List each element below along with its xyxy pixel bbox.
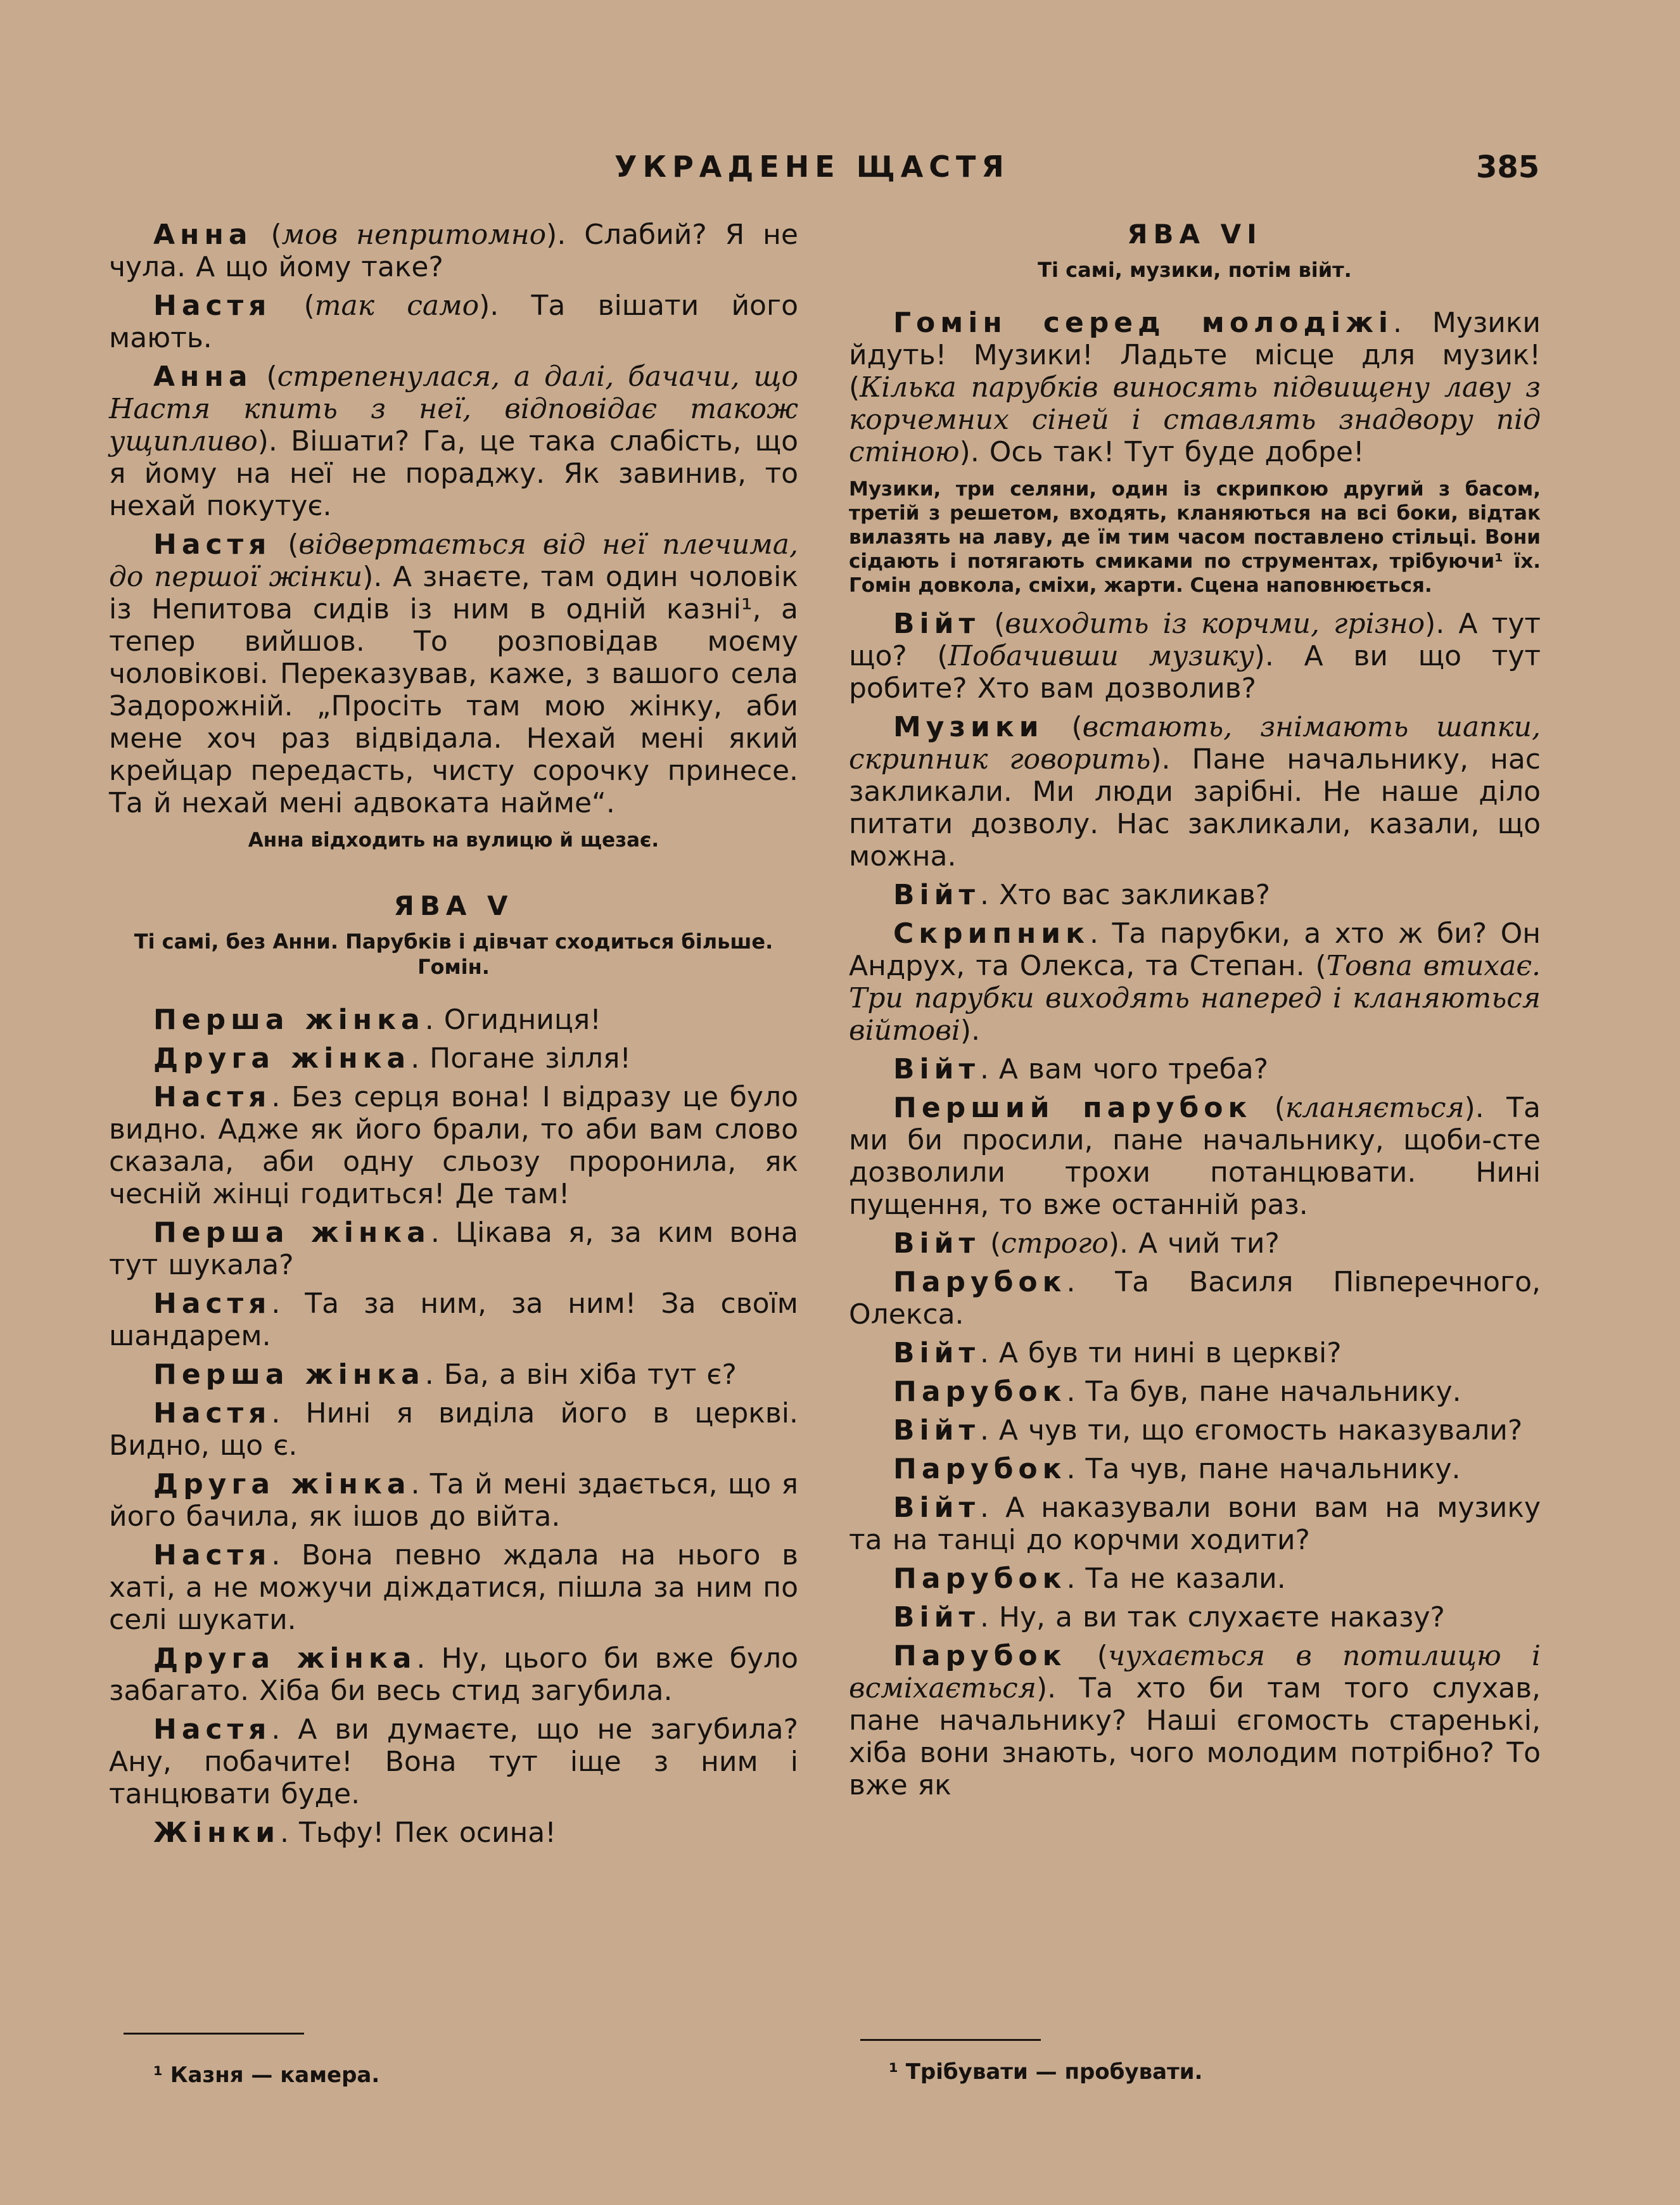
speaker-name: Перший парубок xyxy=(893,1092,1252,1124)
dialogue-text: . Без серця вона! І відразу це було видно. Адже як його брали, то аби вам слово сказала, аби одну сльозу проронила, як чесній жінці годиться! Де там! xyxy=(109,1081,798,1210)
dialogue-text: . Та ми би просили, пане начальнику, щоби-сте дозволили трохи потанцювати. Нині пущення, то вже останній раз. xyxy=(849,1092,1541,1221)
dialogue-text: . Ось так! Тут буде добре! xyxy=(970,436,1365,468)
dialogue-line xyxy=(849,1266,1541,1331)
dialogue-line xyxy=(109,1539,798,1636)
right-column xyxy=(849,219,1541,1808)
dialogue-text: . Вішати? Га, це така слабість, що я йому на неї не пораджу. Як завинив, то нехай покутує. xyxy=(109,425,798,522)
speaker-name: Настя xyxy=(153,1081,272,1113)
dialogue-text: . Та й мені здається, що я його бачила, як ішов до війта. xyxy=(109,1468,798,1533)
dialogue-line xyxy=(109,1042,798,1075)
stage-note: Анна відходить на вулицю й щезає. xyxy=(248,829,659,852)
stage-direction: Кілька парубків виносять підвищену лаву з корчемних сіней і ставлять знадвору під стіною xyxy=(849,371,1541,468)
stage-direction: строго xyxy=(1001,1227,1109,1260)
left-column xyxy=(109,219,798,1855)
running-header xyxy=(0,150,1680,194)
speaker-name: Друга жінка xyxy=(153,1468,411,1500)
dialogue-line xyxy=(849,1414,1541,1447)
stage-direction: так само xyxy=(314,290,480,322)
speaker-name: Парубок xyxy=(893,1266,1067,1298)
dialogue-text: . Цікава я, за ким вона тут шукала? xyxy=(109,1217,798,1281)
dialogue-text: . Ба, а він хіба тут є? xyxy=(424,1358,737,1391)
speaker-name: Настя xyxy=(153,1397,272,1429)
dialogue-text: . Вона певно ждала на нього в хаті, а не можучи діждатися, пішла за ним по селі шукати. xyxy=(109,1539,798,1636)
dialogue-text: . А чий ти? xyxy=(1119,1227,1280,1260)
speaker-name: Гомін серед молодіжі xyxy=(893,307,1393,339)
dialogue-line xyxy=(849,1453,1541,1485)
dialogue-text: . Пане начальнику, нас закликали. Ми люди зарібні. Не наше діло питати дозволу. Нас закликали, казали, що можна. xyxy=(849,743,1541,872)
speaker-name: Настя xyxy=(153,1539,272,1571)
stage-direction: встають, знімають шапки, скрипник говорить xyxy=(849,711,1541,776)
dialogue-text: . Нині я виділа його в церкві. Видно, що є. xyxy=(109,1397,798,1462)
dialogue-line xyxy=(109,1642,798,1707)
dialogue-text: . Огидниця! xyxy=(424,1004,601,1036)
stage-direction: Товпа втихає. Три парубки виходять наперед і кланяються війтові xyxy=(849,950,1541,1047)
page-number: 385 xyxy=(1476,150,1540,185)
speaker-name: Музики xyxy=(893,711,1044,743)
speaker-name: Настя xyxy=(153,1288,272,1320)
dialogue-line xyxy=(109,1358,798,1391)
speaker-name: Парубок xyxy=(893,1640,1067,1672)
speaker-name: Настя xyxy=(153,1713,272,1746)
dialogue-line: Парубок (чухається в потилицю і всміхається). Та хто би там того слухав, пане начальнику? Наші єгомость старенькі, хіба вони знають, чого молодим потрібно? То вже як xyxy=(849,1640,1541,1801)
dialogue-text: . А вам чого треба? xyxy=(979,1053,1269,1085)
dialogue-text: . Тьфу! Пек осина! xyxy=(280,1817,556,1849)
speaker-name: Парубок xyxy=(893,1376,1067,1408)
speaker-name: Війт xyxy=(893,608,980,640)
dialogue-line: Музики (встають, знімають шапки, скрипник говорить). Пане начальнику, нас закликали. Ми люди зарібні. Не наше діло питати дозволу. Нас закликали, казали, що можна. xyxy=(849,711,1541,872)
scene-heading: ЯВА VI xyxy=(1127,219,1263,250)
footnote-rule-right xyxy=(860,2039,1041,2041)
dialogue-line: Анна (стрепенулася, а далі, бачачи, що Настя кпить з неї, відповідає також ущипливо). Вішати? Га, це така слабість, що я йому на неї не пораджу. Як завинив, то нехай покутує. xyxy=(109,361,798,522)
scene-cast: Ті самі, музики, потім війт. xyxy=(1038,258,1352,282)
speaker-name: Настя xyxy=(153,290,272,322)
dialogue-line: Війт (виходить із корчми, грізно). А тут що? (Побачивши музику). А ви що тут робите? Хто вам дозволив? xyxy=(849,608,1541,705)
speaker-name: Настя xyxy=(153,528,272,561)
dialogue-line xyxy=(849,879,1541,911)
footnote-left: ¹ Казня — камера. xyxy=(153,2062,380,2088)
dialogue-text: . Та вішати його мають. xyxy=(109,290,799,354)
stage-direction: мов непритомно xyxy=(281,219,547,251)
dialogue-line: Анна (мов непритомно). Слабий? Я не чула. А що йому таке? xyxy=(109,219,798,283)
speaker-name: Скрипник xyxy=(893,917,1090,950)
dialogue-line xyxy=(109,1217,798,1281)
dialogue-text: . А був ти нині в церкві? xyxy=(979,1337,1342,1369)
dialogue-text: . А тут що? xyxy=(849,608,1541,672)
speaker-name: Анна xyxy=(153,361,253,393)
dialogue-line xyxy=(849,1376,1541,1408)
dialogue-text: . Музики йдуть! Музики! Ладьте місце для музик! xyxy=(849,307,1541,371)
dialogue-text: . Ну, цього би вже було забагато. Хіба би весь стид загубила. xyxy=(109,1642,798,1707)
speaker-name: Війт xyxy=(893,879,980,911)
stage-direction: виходить із корчми, грізно xyxy=(1005,608,1425,640)
dialogue-text: . Та був, пане начальнику. xyxy=(1066,1376,1461,1408)
dialogue-line: Скрипник. Та парубки, а хто ж би? Он Андрух, та Олекса, та Степан. (Товпа втихає. Три парубки виходять наперед і кланяються війтові). xyxy=(849,917,1541,1047)
dialogue-line xyxy=(109,1817,798,1849)
speaker-name: Війт xyxy=(893,1492,980,1524)
stage-direction: чухається в потилицю і всміхається xyxy=(849,1640,1541,1704)
dialogue-text: . Та за ним, за ним! За своїм шандарем. xyxy=(109,1288,798,1352)
speaker-name: Друга жінка xyxy=(153,1642,417,1675)
dialogue-line: Настя (відвертається від неї плечима, до першої жінки). А знаєте, там один чоловік із Непитова сидів із ним в одній казні¹, а тепер вийшов. То розповідав моєму чоловікові. Переказував, каже, з вашого села Задорожній. „Просіть там мою жінку, аби мене хоч раз відвідала. Нехай мені який крейцар передасть, чисту сорочку принесе. Та й нехай мені адвоката найме“. xyxy=(109,528,798,819)
footnote-rule-left xyxy=(124,2033,304,2035)
speaker-name: Війт xyxy=(893,1414,980,1447)
dialogue-line: Настя (так само). Та вішати його мають. xyxy=(109,290,799,354)
dialogue-line: Гомін серед молодіжі. Музики йдуть! Музики! Ладьте місце для музик! (Кілька парубків виносять підвищену лаву з корчемних сіней і ставлять знадвору під стіною). Ось так! Тут буде добре! xyxy=(849,307,1541,468)
dialogue-line: Перший парубок (кланяється). Та ми би просили, пане начальнику, щоби-сте дозволили трохи потанцювати. Нині пущення, то вже останній раз. xyxy=(849,1092,1541,1221)
dialogue-line xyxy=(109,1004,798,1036)
dialogue-text: . Хто вас закликав? xyxy=(979,879,1271,911)
dialogue-text: . Та чув, пане начальнику. xyxy=(1066,1453,1461,1485)
dialogue-text: . А знаєте, там один чоловік із Непитова сидів із ним в одній казні¹, а тепер вийшов. То розповідав моєму чоловікові. Переказував, каже, з вашого села Задорожній. „Просіть там мою жінку, аби мене хоч раз відвідала. Нехай мені який крейцар передасть, чисту сорочку принесе. Та й нехай мені адвоката найме“. xyxy=(109,561,798,819)
scene-heading: ЯВА V xyxy=(393,890,514,921)
dialogue-text: . Та парубки, а хто ж би? Он Андрух, та Олекса, та Степан. xyxy=(849,917,1541,982)
dialogue-text: . Погане зілля! xyxy=(410,1042,632,1075)
stage-note: Музики, три селяни, один із скрипкою другий з басом, третій з решетом, входять, кланяються на всі боки, відтак вилазять на лаву, де їм тим часом поставлено стільці. Вони сідають і потягають смиками по струментах, трібуючи¹ їх. Гомін довкола, сміхи, жарти. Сцена наповнюється. xyxy=(849,478,1541,597)
dialogue-text: . А ви що тут робите? Хто вам дозволив? xyxy=(849,640,1541,705)
dialogue-text: . Та Василя Півперечного, Олекса. xyxy=(849,1266,1541,1331)
dialogue-text: . Та не казали. xyxy=(1066,1563,1286,1595)
dialogue-line xyxy=(109,1713,798,1810)
dialogue-text: . Слабий? Я не чула. А що йому таке? xyxy=(109,219,798,283)
dialogue-line xyxy=(109,1397,798,1462)
dialogue-line xyxy=(849,1053,1541,1085)
speaker-name: Війт xyxy=(893,1227,980,1260)
speaker-name: Жінки xyxy=(153,1817,281,1849)
stage-direction: стрепенулася, а далі, бачачи, що Настя кпить з неї, відповідає також ущипливо xyxy=(109,361,798,457)
speaker-name: Війт xyxy=(893,1337,980,1369)
footnote-right: ¹ Трібувати — пробувати. xyxy=(889,2059,1203,2085)
speaker-name: Друга жінка xyxy=(153,1042,411,1075)
speaker-name: Парубок xyxy=(893,1563,1067,1595)
dialogue-line xyxy=(109,1081,798,1210)
speaker-name: Війт xyxy=(893,1601,980,1633)
dialogue-text: . xyxy=(971,1014,981,1047)
dialogue-line xyxy=(849,1601,1541,1633)
stage-direction: відвертається від неї плечима, до першої жінки xyxy=(109,528,798,593)
speaker-name: Перша жінка xyxy=(153,1217,431,1249)
scene-cast: Ті самі, без Анни. Парубків і дівчат сходиться більше. Гомін. xyxy=(134,930,773,979)
stage-direction: кланяється xyxy=(1285,1092,1465,1124)
dialogue-line xyxy=(109,1288,798,1352)
dialogue-line xyxy=(849,1563,1541,1595)
running-title: УКРАДЕНЕ ЩАСТЯ xyxy=(614,150,1010,184)
dialogue-line xyxy=(849,1492,1541,1556)
speaker-name: Війт xyxy=(893,1053,980,1085)
dialogue-text: . А чув ти, що єгомость наказували? xyxy=(979,1414,1523,1447)
speaker-name: Парубок xyxy=(893,1453,1067,1485)
speaker-name: Перша жінка xyxy=(153,1358,425,1391)
dialogue-text: . Ну, а ви так слухаєте наказу? xyxy=(979,1601,1445,1633)
speaker-name: Перша жінка xyxy=(153,1004,425,1036)
speaker-name: Анна xyxy=(153,219,253,251)
dialogue-line xyxy=(109,1468,798,1533)
dialogue-line: Війт (строго). А чий ти? xyxy=(893,1227,1280,1260)
dialogue-text: . А ви думаєте, що не загубила? Ану, побачите! Вона тут іще з ним і танцювати буде. xyxy=(109,1713,798,1810)
dialogue-line xyxy=(849,1337,1541,1369)
dialogue-text: . А наказували вони вам на музику та на танці до корчми ходити? xyxy=(849,1492,1541,1556)
dialogue-text: . Та хто би там того слухав, пане начальнику? Наші єгомость старенькі, хіба вони знають, чого молодим потрібно? То вже як xyxy=(849,1672,1541,1801)
stage-direction: Побачивши музику xyxy=(948,640,1254,672)
